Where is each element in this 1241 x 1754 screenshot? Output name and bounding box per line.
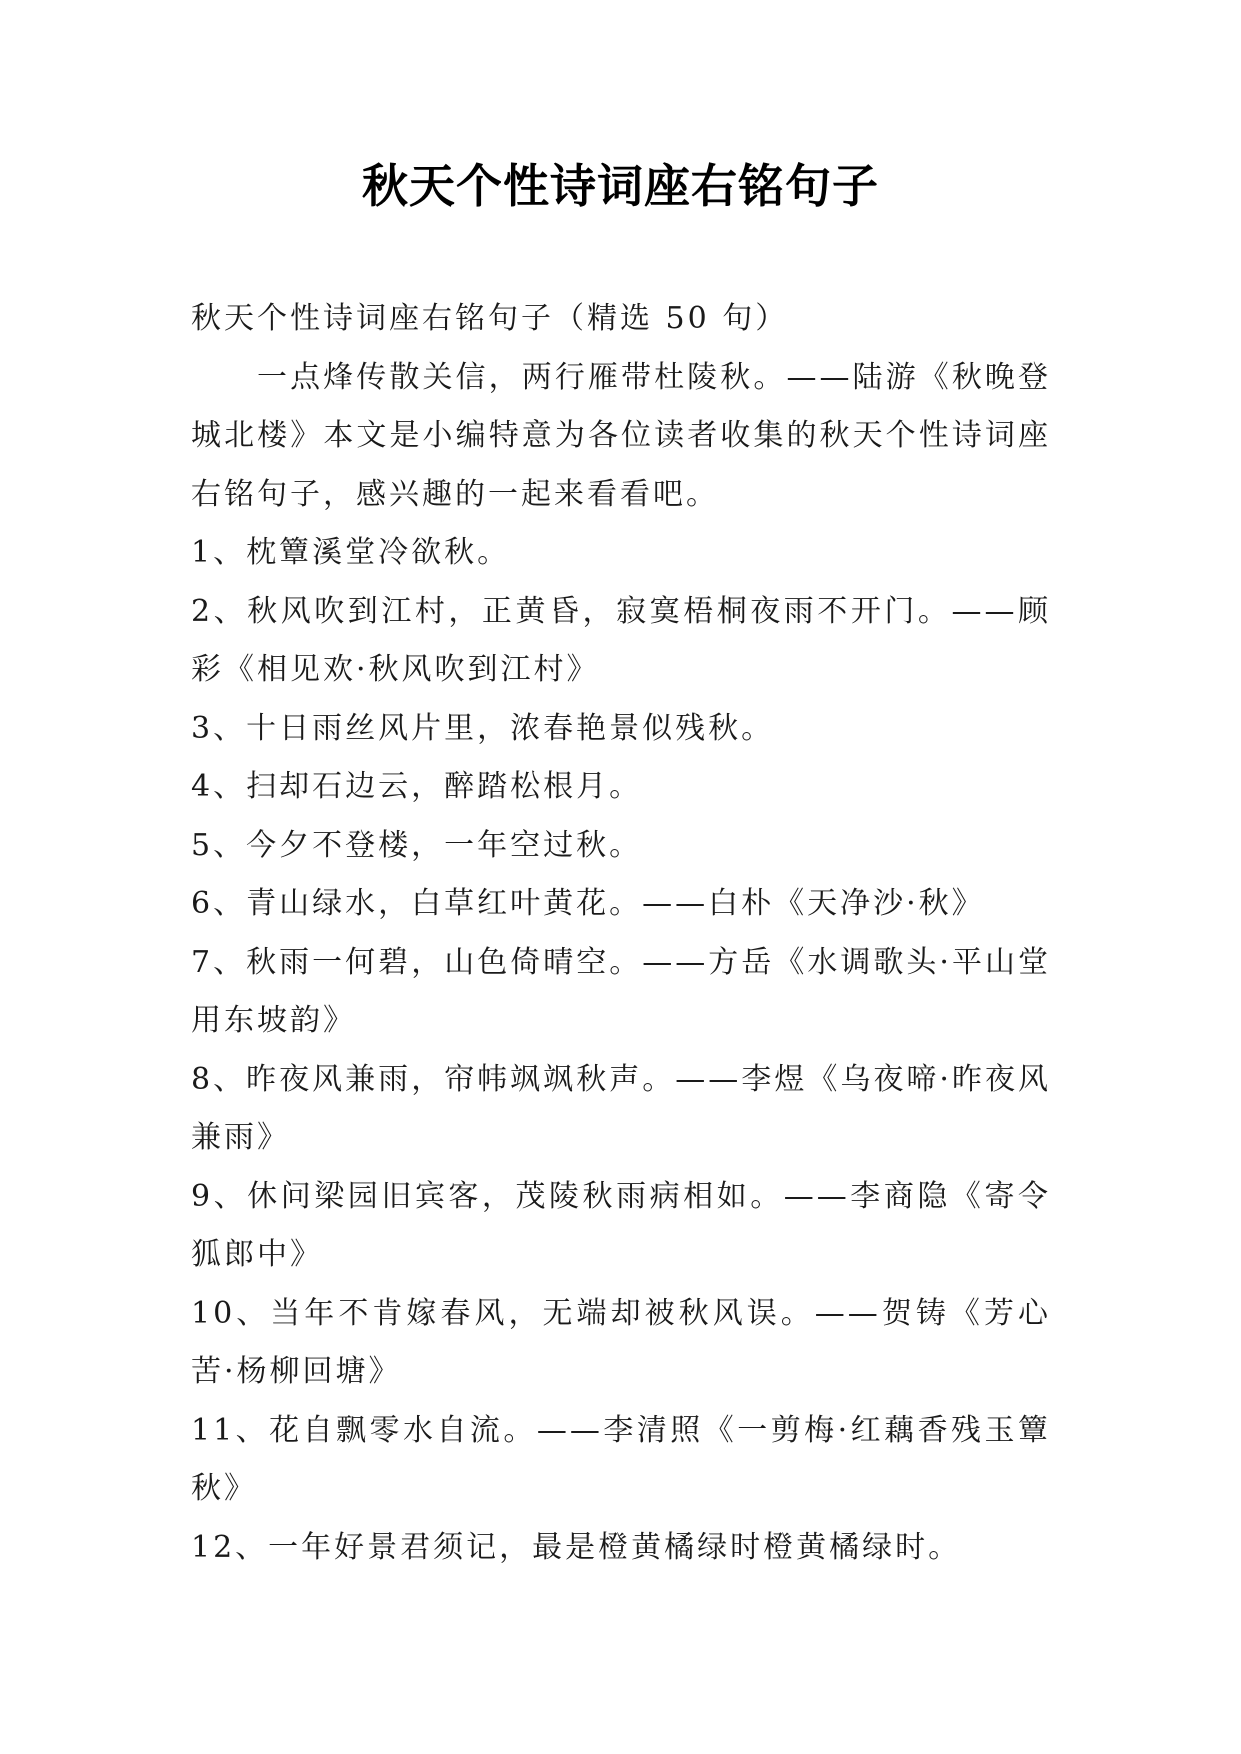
list-item: 8、昨夜风兼雨，帘帏飒飒秋声。——李煜《乌夜啼·昨夜风兼雨》 [191, 1061, 1051, 1155]
list-item: 1、枕簟溪堂冷欲秋。 [191, 535, 511, 570]
list-item: 3、十日雨丝风片里，浓春艳景似残秋。 [191, 710, 775, 746]
subtitle-paragraph: 秋天个性诗词座右铭句子（精选 50 句） [191, 301, 789, 336]
list-item: 5、今夕不登楼，一年空过秋。 [191, 827, 643, 863]
intro-paragraph: 一点烽传散关信，两行雁带杜陵秋。——陆游《秋晚登城北楼》本文是小编特意为各位读者收集的秋天个性诗词座右铭句子，感兴趣的一起来看看吧。 [191, 359, 1051, 512]
document-title: 秋天个性诗词座右铭句子 [362, 159, 879, 213]
list-item: 10、当年不肯嫁春风，无端却被秋风误。——贺铸《芳心苦·杨柳回塘》 [191, 1295, 1051, 1389]
list-item: 12、一年好景君须记，最是橙黄橘绿时橙黄橘绿时。 [191, 1529, 962, 1565]
document-body [191, 290, 1051, 1577]
list-item: 6、青山绿水，白草红叶黄花。——白朴《天净沙·秋》 [191, 886, 985, 921]
list-item: 11、花自飘零水自流。——李清照《一剪梅·红藕香残玉簟秋》 [191, 1412, 1051, 1506]
list-item: 7、秋雨一何碧，山色倚晴空。——方岳《水调歌头·平山堂用东坡韵》 [191, 944, 1051, 1038]
list-item: 9、休问梁园旧宾客，茂陵秋雨病相如。——李商隐《寄令狐郎中》 [191, 1178, 1051, 1272]
list-item: 2、秋风吹到江村，正黄昏，寂寞梧桐夜雨不开门。——顾彩《相见欢·秋风吹到江村》 [191, 593, 1051, 687]
list-item: 4、扫却石边云，醉踏松根月。 [191, 769, 643, 804]
